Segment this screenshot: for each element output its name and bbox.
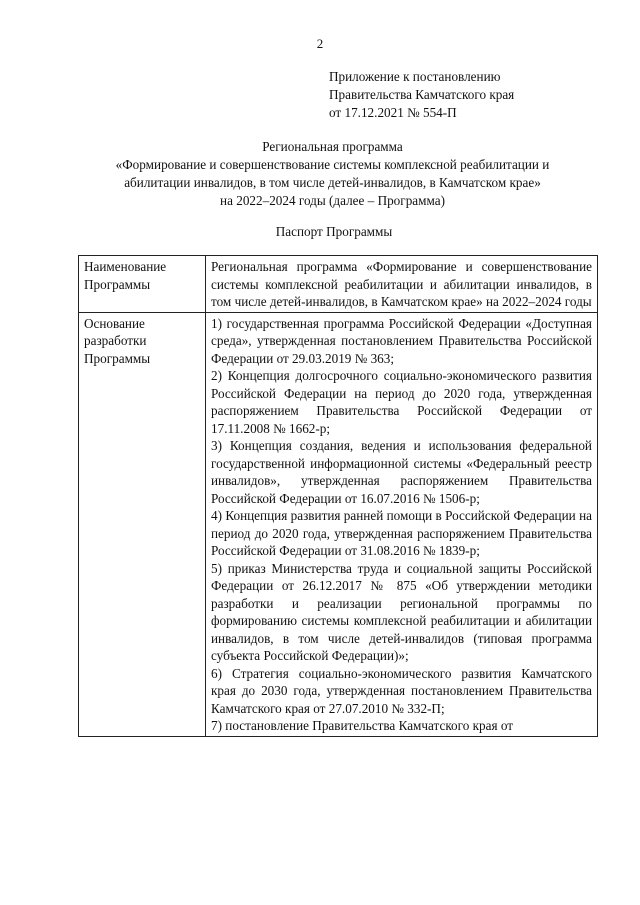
row-name: Основание разработки Программы xyxy=(84,315,151,366)
table-row xyxy=(79,256,598,313)
row-name-cell xyxy=(79,312,206,736)
basis-item: 5) приказ Министерства труда и социальной защиты Российской Федерации от 26.12.2017 № 875 «Об утверждении методики разработки и реализации региональной программы по формированию системы комплексной реабилитации и абилитации инвалидов, в том числе детей-инвалидов (типовая программа субъекта Российской Федерации)»; xyxy=(211,560,592,663)
basis-item: 6) Стратегия социально-экономического развития Камчатского края до 2030 года, утвержденная постановлением Правительства Камчатского края от 27.07.2010 № 332-П; xyxy=(211,665,592,716)
program-title xyxy=(60,138,605,210)
annex-line-2: Правительства Камчатского края xyxy=(329,87,515,102)
row-value-cell xyxy=(206,256,598,313)
basis-item: 2) Концепция долгосрочного социально-экономического развития Российской Федерации на период до 2020 года, утвержденная распоряжением Правительства Российской Федерации от 17.11.2008 № 1662-р; xyxy=(211,368,592,436)
title-line-4: на 2022–2024 годы (далее – Программа) xyxy=(220,193,445,208)
annex-line-3: от 17.12.2021 № 554-П xyxy=(329,105,457,120)
table-row xyxy=(79,312,598,736)
passport-heading: Паспорт Программы xyxy=(275,224,393,239)
title-line-2: «Формирование и совершенствование системы комплексной реабилитации и xyxy=(115,157,550,172)
annex-line-1: Приложение к постановлению xyxy=(329,69,501,84)
row-value-cell xyxy=(206,312,598,736)
basis-item: 7) постановление Правительства Камчатского края от xyxy=(211,718,514,733)
passport-table xyxy=(78,255,598,737)
page-number: 2 xyxy=(316,36,324,51)
row-value: Региональная программа «Формирование и совершенствование системы комплексной реабилитации и абилитации инвалидов, в том числе детей-инвалидов, в Камчатском крае» на 2022–2024 годы xyxy=(211,259,592,309)
row-name: Наименование Программы xyxy=(84,259,167,292)
title-line-3: абилитации инвалидов, в том числе детей-инвалидов, в Камчатском крае» xyxy=(124,175,541,190)
annex-block xyxy=(329,68,629,122)
basis-item: 3) Концепция создания, ведения и использования федеральной государственной информационной системы «Федеральный реестр инвалидов», утвержденная распоряжением Правительства Российской Федерации от 16.07.2016 № 1506-р; xyxy=(211,438,592,506)
row-name-cell xyxy=(79,256,206,313)
basis-item: 4) Концепция развития ранней помощи в Российской Федерации на период до 2020 года, утвержденная распоряжением Правительства Российской Федерации от 31.08.2016 № 1839-р; xyxy=(211,508,592,558)
title-line-1: Региональная программа xyxy=(262,139,403,154)
basis-item: 1) государственная программа Российской Федерации «Доступная среда», утвержденная постановлением Правительства Российской Федерации от 29.03.2019 № 363; xyxy=(211,315,592,366)
